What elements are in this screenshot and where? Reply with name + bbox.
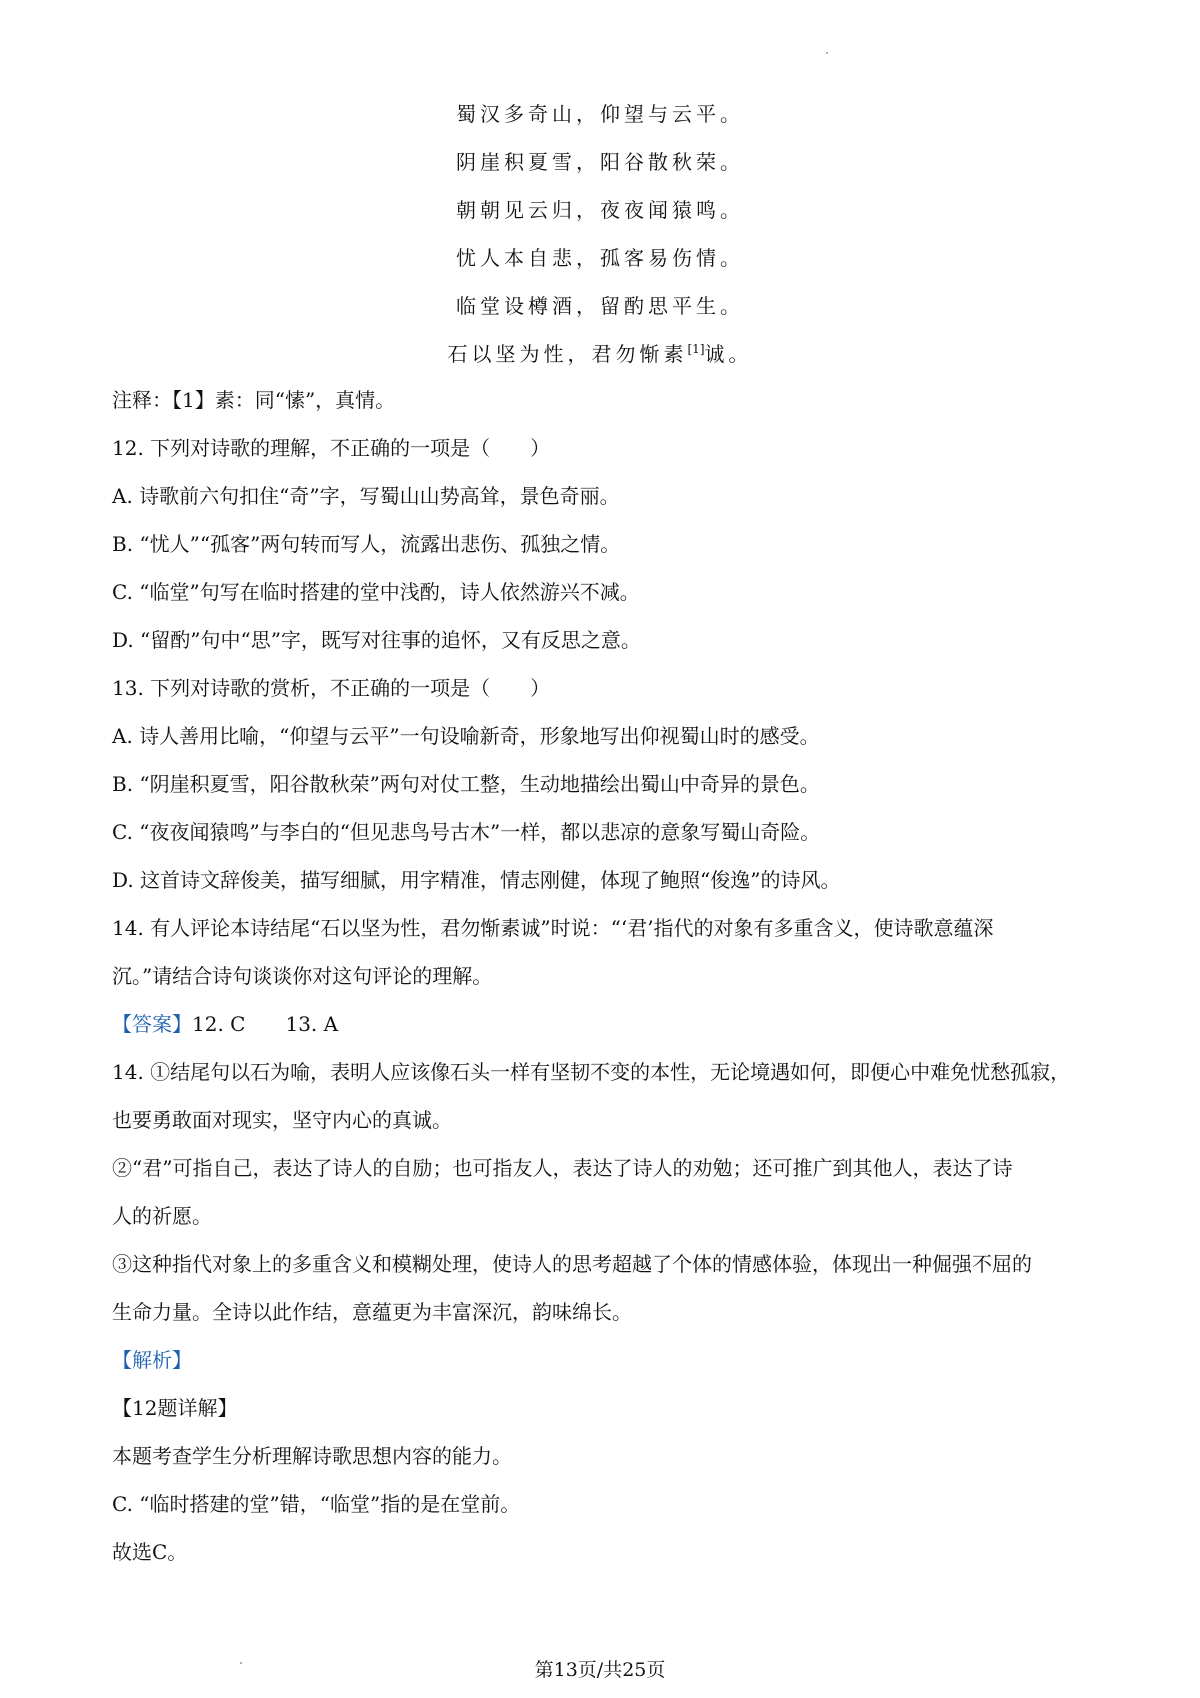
poem-line-1: 蜀汉多奇山，仰望与云平。 — [456, 102, 744, 126]
question-13-option-b: B. “阴崖积夏雪，阳谷散秋荣”两句对仗工整，生动地描绘出蜀山中奇异的景色。 — [112, 772, 820, 796]
detail-line-2: C. “临时搭建的堂”错，“临堂”指的是在堂前。 — [112, 1492, 521, 1516]
page-footer: 第13页/共25页 — [534, 1659, 666, 1681]
answer-14-line-2: 也要勇敢面对现实，坚守内心的真诚。 — [112, 1108, 452, 1132]
poem-line-6-text: 石以坚为性，君勿惭素 — [447, 342, 688, 366]
poem-line-3: 朝朝见云归，夜夜闻猿鸣。 — [456, 198, 744, 222]
question-12-stem: 12. 下列对诗歌的理解，不正确的一项是（ ） — [112, 436, 551, 460]
answer-14-line-3: ②“君”可指自己，表达了诗人的自励；也可指友人，表达了诗人的劝勉；还可推广到其他人，表达了诗 — [112, 1156, 1013, 1180]
answer-text: 12. C 13. A — [192, 1012, 339, 1036]
detail-line-3: 故选C。 — [112, 1540, 188, 1564]
analysis-label: 【解析】 — [112, 1348, 192, 1372]
answer-label: 【答案】 — [112, 1012, 192, 1036]
question-12-option-a: A. 诗歌前六句扣住“奇”字，写蜀山山势高耸，景色奇丽。 — [112, 484, 620, 508]
question-12-option-c: C. “临堂”句写在临时搭建的堂中浅酌，诗人依然游兴不减。 — [112, 580, 640, 604]
scan-dot — [240, 1662, 242, 1664]
question-14-line-2: 沉。”请结合诗句谈谈你对这句评论的理解。 — [112, 964, 493, 988]
question-13-option-c: C. “夜夜闻猿鸣”与李白的“但见悲鸟号古木”一样，都以悲凉的意象写蜀山奇险。 — [112, 820, 821, 844]
detail-heading: 【12题详解】 — [112, 1396, 238, 1420]
question-12-option-b: B. “忧人”“孤客”两句转而写人，流露出悲伤、孤独之情。 — [112, 532, 621, 556]
answer-line — [112, 1010, 1102, 1038]
annotation-note: 注释：【1】素：同“愫”，真情。 — [112, 388, 396, 412]
answer-14-line-5: ③这种指代对象上的多重含义和模糊处理，使诗人的思考超越了个体的情感体验，体现出一种倔强不屈的 — [112, 1252, 1032, 1276]
footnote-marker: [1] — [687, 342, 705, 356]
poem-line-5: 临堂设樽酒，留酌思平生。 — [456, 294, 744, 318]
poem-line-2: 阴崖积夏雪，阳谷散秋荣。 — [456, 150, 744, 174]
answer-14-line-4: 人的祈愿。 — [112, 1204, 212, 1228]
scan-dot — [826, 52, 828, 54]
question-13-option-d: D. 这首诗文辞俊美，描写细腻，用字精准，情志刚健，体现了鲍照“俊逸”的诗风。 — [112, 868, 841, 892]
detail-line-1: 本题考查学生分析理解诗歌思想内容的能力。 — [112, 1444, 512, 1468]
answer-14-line-6: 生命力量。全诗以此作结，意蕴更为丰富深沉，韵味绵长。 — [112, 1300, 632, 1324]
question-14-line-1: 14. 有人评论本诗结尾“石以坚为性，君勿惭素诚”时说：“‘君’指代的对象有多重含义，使诗歌意蕴深 — [112, 916, 994, 940]
poem-line-6 — [0, 338, 1200, 367]
question-12-option-d: D. “留酌”句中“思”字，既写对往事的追怀，又有反思之意。 — [112, 628, 641, 652]
answer-14-line-1: 14. ①结尾句以石为喻，表明人应该像石头一样有坚韧不变的本性，无论境遇如何，即便心中难免忧愁孤寂， — [112, 1060, 1071, 1084]
poem-line-6-end: 诚。 — [704, 342, 753, 366]
question-13-option-a: A. 诗人善用比喻，“仰望与云平”一句设喻新奇，形象地写出仰视蜀山时的感受。 — [112, 724, 820, 748]
poem-line-4: 忧人本自悲，孤客易伤情。 — [456, 246, 744, 270]
question-13-stem: 13. 下列对诗歌的赏析，不正确的一项是（ ） — [112, 676, 551, 700]
